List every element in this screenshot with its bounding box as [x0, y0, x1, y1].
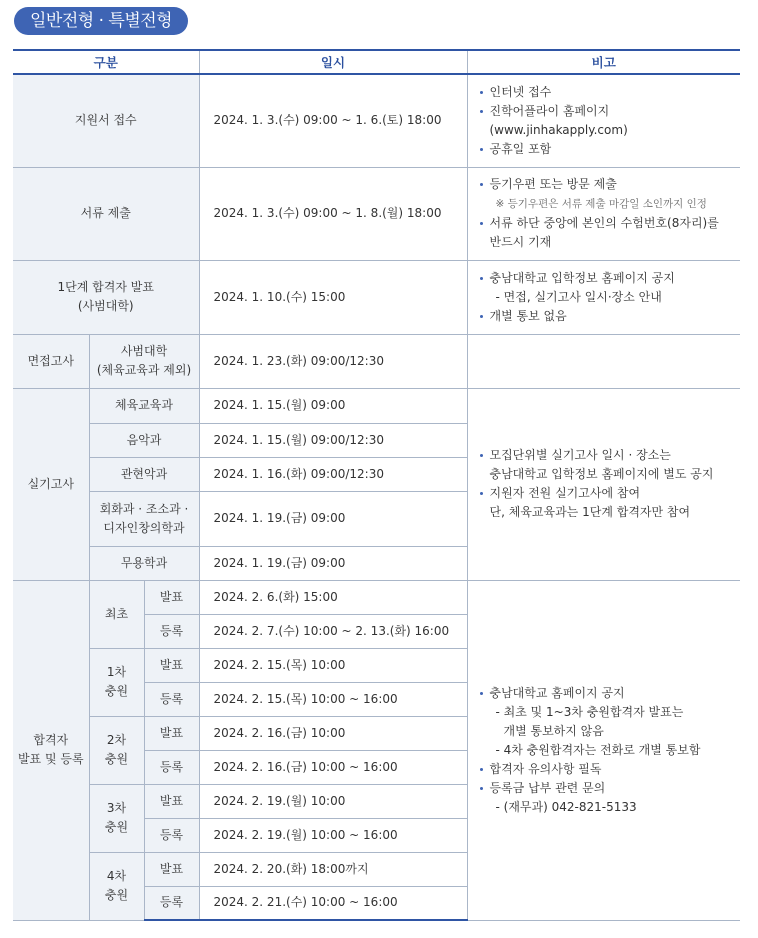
row-date: 2024. 1. 3.(수) 09:00 ~ 1. 6.(토) 18:00	[199, 74, 467, 167]
note-text: - 최초 및 1~3차 충원합격자 발표는	[495, 704, 684, 719]
note-text: 등록금 납부 관련 문의	[489, 780, 606, 795]
row-date: 2024. 1. 16.(화) 09:00/12:30	[199, 457, 467, 491]
round-label-line: 충원	[104, 752, 129, 766]
row-notes	[467, 580, 740, 920]
register-label: 등록	[144, 750, 199, 784]
row-label	[13, 260, 199, 334]
note-small: ※ 등기우편은 서류 제출 마감일 소인까지 인정	[495, 198, 707, 210]
round-label-line: 1차	[106, 665, 127, 679]
dept-label-line: 회화과 · 조소과 ·	[99, 501, 189, 516]
row-label-line: 발표 및 등록	[17, 752, 84, 766]
table-row-practical	[13, 388, 740, 423]
header-category: 구분	[13, 50, 199, 74]
dept-label: 관현악과	[89, 457, 199, 491]
note-text: - 4차 충원합격자는 전화로 개별 통보함	[495, 742, 701, 757]
note-text: 단, 체육교육과는 1단계 합격자만 참여	[489, 505, 691, 519]
register-label: 등록	[144, 886, 199, 920]
row-notes	[467, 167, 740, 260]
register-label: 등록	[144, 614, 199, 648]
row-date: 2024. 2. 19.(월) 10:00 ~ 16:00	[199, 818, 467, 852]
header-datetime: 일시	[199, 50, 467, 74]
schedule-table	[13, 49, 740, 921]
register-label: 등록	[144, 682, 199, 716]
section-title: 일반전형 · 특별전형	[14, 7, 188, 35]
dept-label: 음악과	[89, 423, 199, 457]
row-label-line: 1단계 합격자 발표	[57, 280, 154, 294]
row-label-line: (체육교육과 제외)	[96, 363, 192, 377]
row-date: 2024. 1. 15.(월) 09:00	[199, 388, 467, 423]
row-date: 2024. 2. 20.(화) 18:00까지	[199, 852, 467, 886]
note-text: 개별 통보하지 않음	[503, 723, 604, 738]
dept-label: 체육교육과	[89, 388, 199, 423]
register-label: 등록	[144, 818, 199, 852]
dept-label-line: 디자인창의학과	[103, 520, 185, 535]
row-label-line: 합격자	[33, 733, 69, 747]
row-notes	[467, 334, 740, 388]
announce-label: 발표	[144, 648, 199, 682]
header-remarks: 비고	[467, 50, 740, 74]
table-row-results	[13, 580, 740, 614]
note-item	[480, 779, 741, 817]
note-url: (www.jinhakapply.com)	[489, 122, 628, 137]
table-row-application	[13, 74, 740, 167]
note-text: 진학어플라이 홈페이지	[489, 103, 610, 118]
note-item: 인터넷 접수	[480, 83, 741, 102]
row-label: 면접고사	[13, 334, 89, 388]
row-date: 2024. 2. 7.(수) 10:00 ~ 2. 13.(화) 16:00	[199, 614, 467, 648]
note-text: 지원자 전원 실기고사에 참여	[489, 486, 641, 500]
table-header-row	[13, 50, 740, 74]
row-date: 2024. 2. 16.(금) 10:00	[199, 716, 467, 750]
round-label	[89, 716, 144, 784]
dept-label	[89, 491, 199, 546]
announce-label: 발표	[144, 716, 199, 750]
round-label-line: 4차	[106, 869, 127, 883]
note-text: 모집단위별 실기고사 일시 · 장소는	[489, 448, 671, 462]
note-text: - 면접, 실기고사 일시·장소 안내	[495, 289, 662, 304]
row-date: 2024. 2. 15.(목) 10:00	[199, 648, 467, 682]
row-date: 2024. 2. 6.(화) 15:00	[199, 580, 467, 614]
row-sublabel	[89, 334, 199, 388]
row-notes	[467, 74, 740, 167]
round-label	[89, 784, 144, 852]
announce-label: 발표	[144, 784, 199, 818]
note-text: 충남대학교 입학정보 홈페이지에 별도 공지	[489, 467, 714, 481]
note-item: 공휴일 포함	[480, 140, 741, 159]
note-item	[480, 269, 741, 307]
note-text: 서류 하단 중앙에 본인의 수험번호(8자리)를	[489, 216, 719, 230]
row-label-line: (사범대학)	[77, 299, 134, 313]
round-label-line: 충원	[104, 888, 129, 902]
row-label: 서류 제출	[13, 167, 199, 260]
note-text: 충남대학교 홈페이지 공지	[489, 685, 625, 700]
table-row-stage1	[13, 260, 740, 334]
note-item: 합격자 유의사항 필독	[480, 760, 741, 779]
note-text: 등기우편 또는 방문 제출	[489, 177, 617, 191]
row-label-line: 사범대학	[120, 344, 168, 358]
table-row-documents	[13, 167, 740, 260]
row-date: 2024. 1. 19.(금) 09:00	[199, 491, 467, 546]
announce-label: 발표	[144, 580, 199, 614]
row-notes	[467, 388, 740, 580]
row-date: 2024. 1. 10.(수) 15:00	[199, 260, 467, 334]
note-item	[480, 175, 741, 214]
note-item	[480, 484, 741, 522]
row-label: 지원서 접수	[13, 74, 199, 167]
round-label-line: 2차	[106, 733, 127, 747]
row-date: 2024. 2. 16.(금) 10:00 ~ 16:00	[199, 750, 467, 784]
row-date: 2024. 1. 15.(월) 09:00/12:30	[199, 423, 467, 457]
row-label: 실기고사	[13, 388, 89, 580]
row-date: 2024. 1. 19.(금) 09:00	[199, 546, 467, 580]
note-text: 충남대학교 입학정보 홈페이지 공지	[489, 270, 675, 285]
announce-label: 발표	[144, 852, 199, 886]
row-date: 2024. 2. 15.(목) 10:00 ~ 16:00	[199, 682, 467, 716]
note-item	[480, 446, 741, 484]
row-notes	[467, 260, 740, 334]
note-text: - (재무과) 042-821-5133	[495, 799, 637, 814]
dept-label: 무용학과	[89, 546, 199, 580]
round-label: 최초	[89, 580, 144, 648]
row-date: 2024. 2. 21.(수) 10:00 ~ 16:00	[199, 886, 467, 920]
row-date: 2024. 1. 3.(수) 09:00 ~ 1. 8.(월) 18:00	[199, 167, 467, 260]
table-row-interview	[13, 334, 740, 388]
note-item	[480, 214, 741, 252]
note-text: 반드시 기재	[489, 235, 552, 249]
note-item: 개별 통보 없음	[480, 307, 741, 326]
row-date: 2024. 2. 19.(월) 10:00	[199, 784, 467, 818]
note-item	[480, 684, 741, 760]
round-label-line: 충원	[104, 820, 129, 834]
round-label-line: 충원	[104, 684, 129, 698]
round-label	[89, 648, 144, 716]
row-label	[13, 580, 89, 920]
row-date: 2024. 1. 23.(화) 09:00/12:30	[199, 334, 467, 388]
round-label-line: 3차	[106, 801, 127, 815]
note-item	[480, 102, 741, 140]
round-label	[89, 852, 144, 920]
